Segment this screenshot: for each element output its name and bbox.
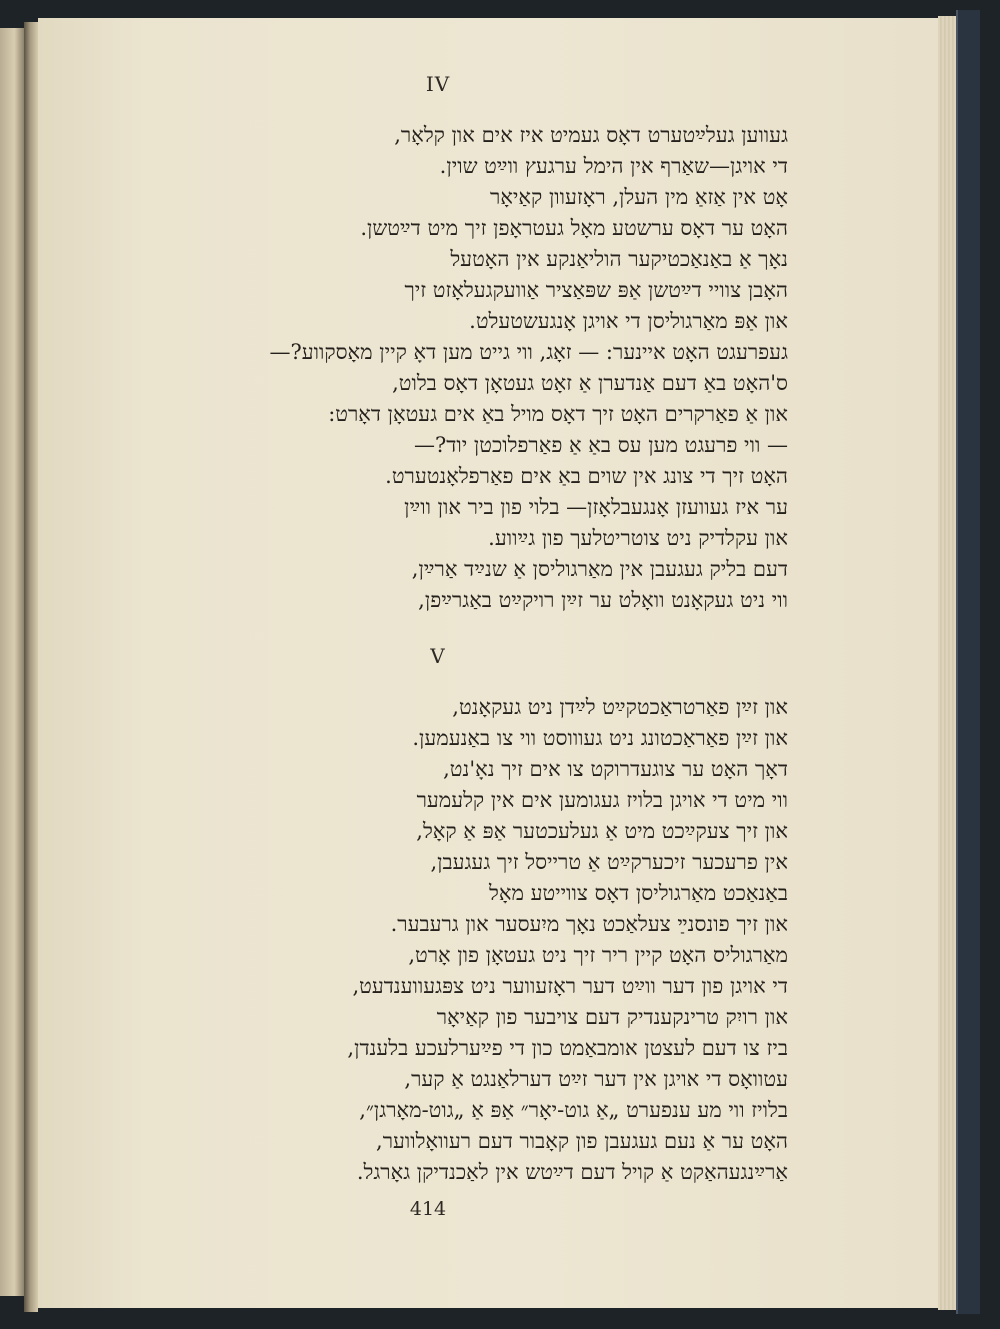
poem-line: עטוואָס די אויגן אין דער זײַט דערלאַנגט אַ קער, — [404, 1067, 788, 1091]
poem-line: אָט אין אַזאַ מין העלן, ראָזעוון קאַיאָר — [490, 185, 788, 209]
poem-line: די אויגן פון דער ווײַט דער ראָזעווער ניט צפּגעווענדעט, — [352, 974, 788, 998]
poem-line: ס'האָט באַ דעם אַנדערן אַ זאָט געטאָן דאָס בלוט, — [392, 371, 788, 395]
poem-line: באַנאַכט מאַרגוליסן דאָס צווייטע מאָל — [489, 881, 788, 905]
poem-line: געפרעגט האָט איינער: — זאָג, ווי גייט מען דאָ קיין מאָסקווע?— — [269, 340, 788, 364]
book-gutter — [24, 22, 38, 1312]
poem-line: און זײַן פאַראַכטונג ניט געוווסט ווי צו באַנעמען. — [412, 726, 788, 750]
poem-line: ווי ניט געקאָנט וואָלט ער זײַן רויקײַט באַגרײַפן, — [418, 588, 788, 612]
poem-line: ער איז געוועזן אָנגעבלאָזן— בלוי פון ביר און ווײַן — [404, 495, 788, 519]
poem-line: האָט ער אַ נעם געגעבן פון קאָבור דעם רעוואָלווער, — [376, 1129, 788, 1153]
poem-line: האָבן צוויי דײַטשן אַפּ שפּאַציר אַוועקגעלאָזט זיך — [404, 278, 788, 302]
poem-line: אין פרעכער זיכערקײַט אַ טרייסל זיך געגעבן, — [430, 850, 788, 874]
poem-line: אַרײַנגעהאַקט אַ קויל דעם דײַטש אין לאַכנדיקן גאָרגל. — [356, 1160, 788, 1184]
book-cover — [956, 10, 980, 1314]
page-number: 414 — [409, 1198, 447, 1220]
poem-line: — ווי פרעגט מען עס באַ אַ פאַרפלוכטן יוד?— — [414, 433, 788, 457]
section-heading-iv: IV — [425, 72, 451, 96]
left-page-edge — [0, 28, 24, 1296]
poem-line: נאָך אַ באַנאַכטיקער הוליאַנקע אין האָטעל — [450, 247, 788, 271]
poem-line: דעם בליק געגעבן אין מאַרגוליסן אַ שנײַד אַרײַן, — [411, 557, 788, 581]
poem-line: ווי מיט די אויגן בלויז געגומען אים אין קלעמער — [416, 788, 788, 812]
poem-line: האָט זיך די צונג אין שוים באַ אים פאַרפלאָנטערט. — [385, 464, 788, 488]
poem-line: און רויִק טרינקענדיק דעם צויבער פון קאַיאָר — [436, 1005, 788, 1029]
poem-line: און זיך פונסנײַ צעלאַכט נאָך מיִעסער און גרעבער. — [390, 912, 788, 936]
poem-line: און זיך צעקײַכט מיט אַ געלעכטער אַפּ אַ קאָל, — [416, 819, 788, 843]
poem-line: מאַרגוליס האָט קיין ריר זיך ניט געטאָן פון אָרט, — [408, 943, 788, 967]
section-heading-v: V — [430, 644, 446, 668]
page-stack-edge — [938, 16, 956, 1310]
poem-line: און אַפּ מאַרגוליסן די אויגן אָנגעשטעלט. — [469, 309, 788, 333]
poem-line: און עקלדיק ניט צוטריטלעך פון גײַווע. — [488, 526, 788, 550]
poem-line: ביז צו דעם לעצטן אומבאַמט כון די פײַערלעכע בלענדן, — [347, 1036, 788, 1060]
poem-line: דאָך האָט ער צוגעדרוקט צו אים זיך נאָ'נט, — [443, 757, 788, 781]
poem-line: געווען געלײַטערט דאָס געמיט איז אים און קלאָר, — [394, 123, 788, 147]
poem-line: האָט ער דאָס ערשטע מאָל געטראָפן זיך מיט דײַטשן. — [360, 216, 788, 240]
poem-line: די אויגן—שאַרף אין הימל ערגעץ ווײַט שוין. — [439, 154, 788, 178]
poem-line: בלויז ווי מע ענפערט „אַ גוט-יאָר״ אַפּ אַ „גוט-מאָרגן״, — [359, 1098, 788, 1122]
poem-line: און אַ פאַרקרים האָט זיך דאָס מויל באַ אים געטאָן דאָרט: — [328, 402, 788, 426]
poem-line: און זײַן פאַרטראַכטקײַט לײַדן ניט געקאָנט, — [452, 695, 788, 719]
